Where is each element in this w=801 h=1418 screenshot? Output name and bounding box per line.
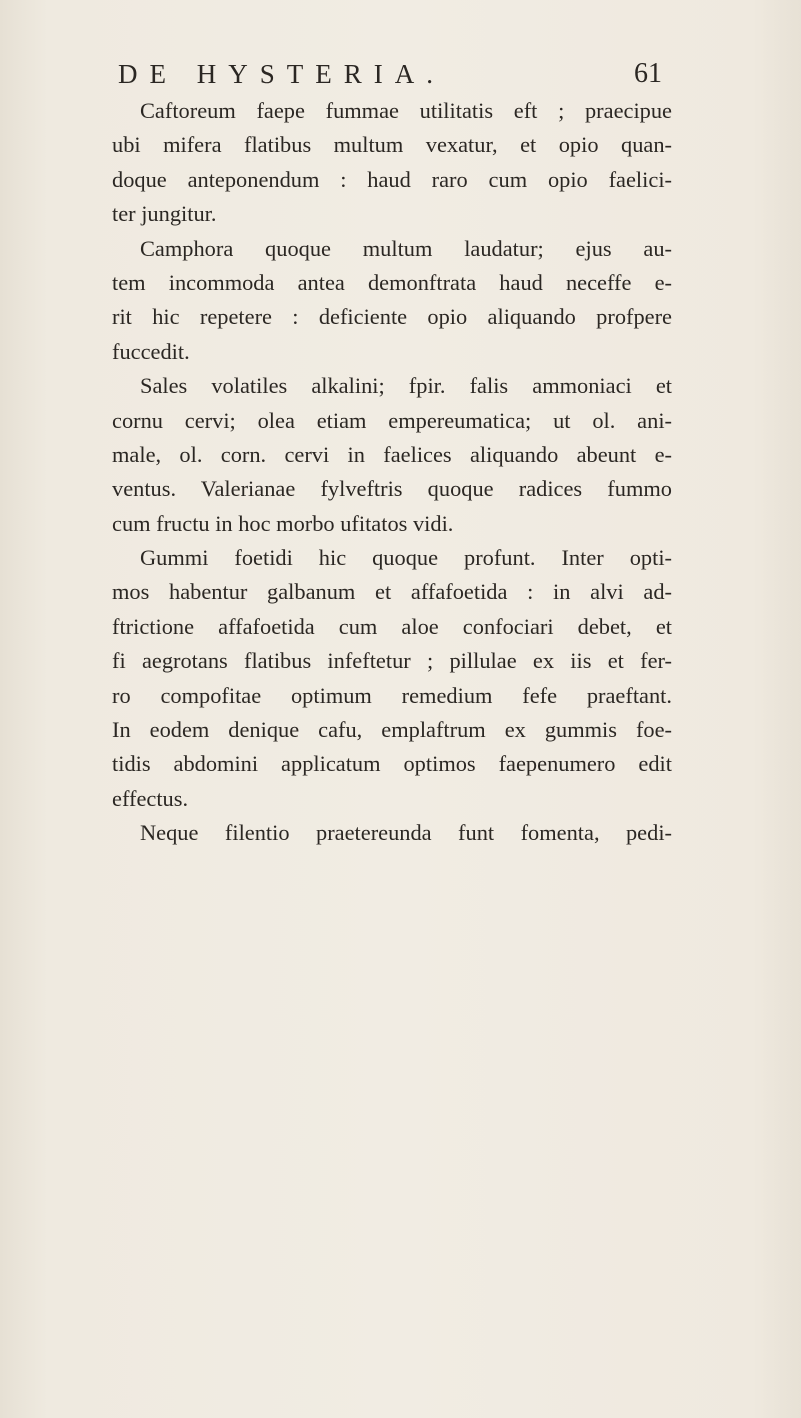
text-line: Sales volatiles alkalini; fpir. falis ammoniaci et	[140, 373, 672, 399]
text-line: In eodem denique cafu, emplaftrum ex gummis foe-	[112, 717, 672, 743]
text-line: ventus. Valerianae fylveftris quoque radices fummo	[112, 476, 672, 502]
body-text	[112, 94, 672, 851]
text-line: ter jungitur.	[112, 201, 217, 227]
text-line: ro compofitae optimum remedium fefe praeftant.	[112, 682, 672, 708]
text-line: Caftoreum faepe fummae utilitatis eft ; praecipue	[140, 98, 672, 123]
text-line: mos habentur galbanum et affafoetida : in alvi ad-	[112, 579, 672, 605]
paragraph-camphora	[112, 232, 672, 370]
text-line: tem incommoda antea demonftrata haud neceffe e-	[112, 269, 672, 295]
page-number: 61	[634, 58, 662, 89]
text-line: tidis abdomini applicatum optimos faepenumero edit	[112, 751, 672, 777]
text-line: Neque filentio praetereunda funt fomenta, pedi-	[140, 820, 672, 846]
text-line: cornu cervi; olea etiam empereumatica; ut ol. ani-	[112, 407, 672, 433]
text-line: Camphora quoque multum laudatur; ejus au-	[140, 235, 672, 261]
paragraph-gummi-foetidi	[112, 541, 672, 816]
paragraph-fomenta	[112, 816, 672, 850]
running-title: DE HYSTERIA.	[118, 59, 445, 89]
text-line: fuccedit.	[112, 338, 190, 364]
text-line: male, ol. corn. cervi in faelices aliquando abeunt e-	[112, 441, 672, 467]
text-line: rit hic repetere : deficiente opio aliquando profpere	[112, 304, 672, 330]
text-line: ftrictione affafoetida cum aloe confociari debet, et	[112, 613, 672, 639]
paragraph-castoreum	[112, 94, 672, 232]
text-line: fi aegrotans flatibus infeftetur ; pillulae ex iis et fer-	[112, 648, 672, 674]
paragraph-sales-volatiles	[112, 369, 672, 541]
text-line: Gummi foetidi hic quoque profunt. Inter opti-	[140, 545, 672, 571]
text-line: doque anteponendum : haud raro cum opio faelici-	[112, 166, 672, 192]
text-line: effectus.	[112, 785, 189, 811]
text-line: cum fructu in hoc morbo ufitatos vidi.	[112, 510, 454, 536]
text-line: ubi mifera flatibus multum vexatur, et opio quan-	[112, 132, 672, 158]
